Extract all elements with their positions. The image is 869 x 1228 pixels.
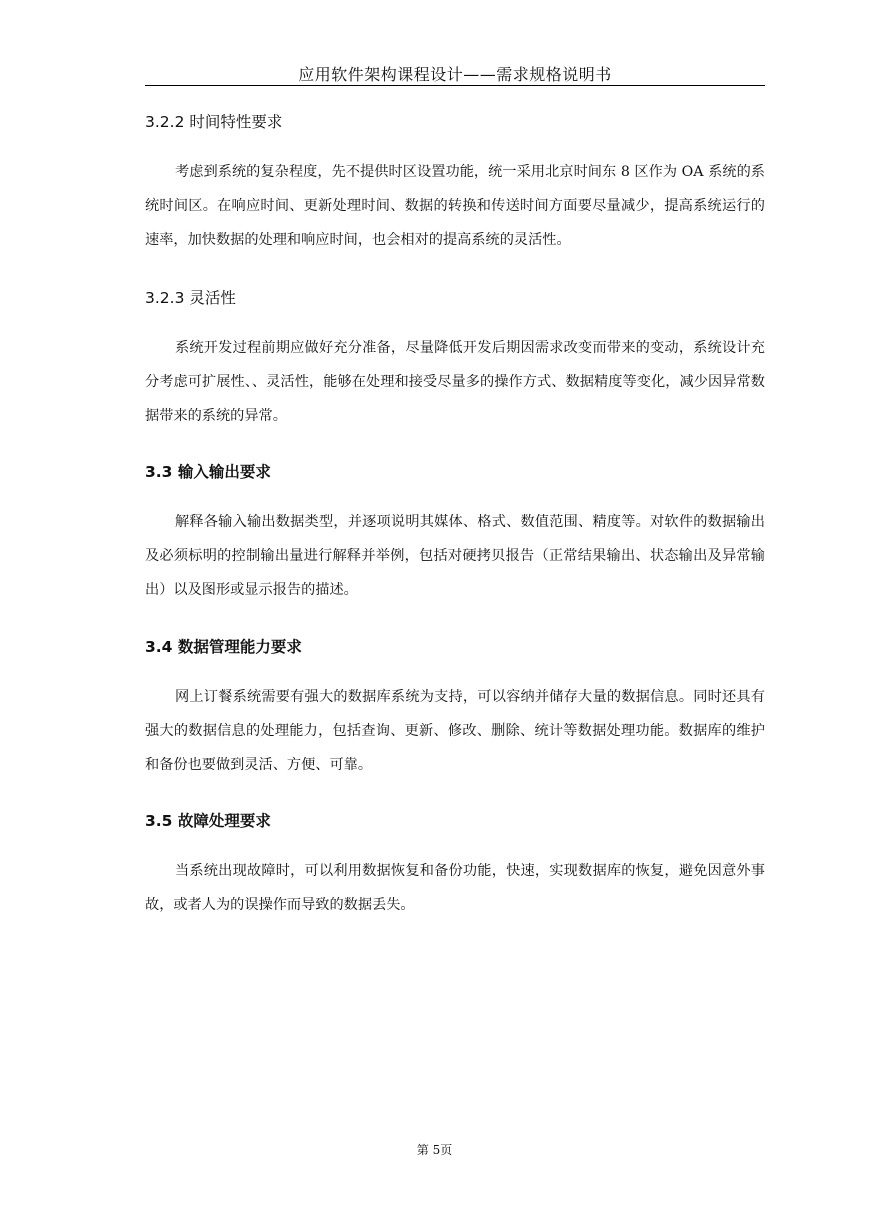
section-paragraph-fault-handling: 当系统出现故障时，可以利用数据恢复和备份功能，快速，实现数据库的恢复，避免因意外事故，或者人为的误操作而导致的数据丢失。 [145, 863, 765, 913]
section-heading-fault-handling: 3.5 故障处理要求 [145, 812, 271, 830]
header-divider [145, 85, 765, 86]
section-paragraph-data-management: 网上订餐系统需要有强大的数据库系统为支持，可以容纳并储存大量的数据信息。同时还具有强大的数据信息的处理能力，包括查询、更新、修改、删除、统计等数据处理功能。数据库的维护和备份也要做到灵活、方便、可靠。 [145, 689, 765, 773]
section-paragraph-flexibility: 系统开发过程前期应做好充分准备，尽量降低开发后期因需求改变而带来的变动，系统设计充分考虑可扩展性、、灵活性，能够在处理和接受尽量多的操作方式、数据精度等变化，减少因异常数据带来的系统的异常。 [145, 340, 765, 424]
section-heading-flexibility: 3.2.3 灵活性 [145, 289, 236, 307]
section-paragraph-time-requirements: 考虑到系统的复杂程度，先不提供时区设置功能，统一采用北京时间东 8 区作为 OA 系统的系统时间区。在响应时间、更新处理时间、数据的转换和传送时间方面要尽量减少，提高系统运行的速率，加快数据的处理和响应时间，也会相对的提高系统的灵活性。 [145, 164, 765, 248]
section-paragraph-io-requirements: 解释各输入输出数据类型，并逐项说明其媒体、格式、数值范围、精度等。对软件的数据输出及必须标明的控制输出量进行解释并举例，包括对硬拷贝报告（正常结果输出、状态输出及异常输出）以及图形或显示报告的描述。 [145, 514, 765, 598]
section-heading-time-requirements: 3.2.2 时间特性要求 [145, 113, 283, 131]
page-number: 第 5页 [416, 1143, 453, 1157]
page-header-title: 应用软件架构课程设计——需求规格说明书 [298, 65, 612, 84]
section-heading-data-management: 3.4 数据管理能力要求 [145, 638, 302, 656]
section-heading-io-requirements: 3.3 输入输出要求 [145, 463, 271, 481]
